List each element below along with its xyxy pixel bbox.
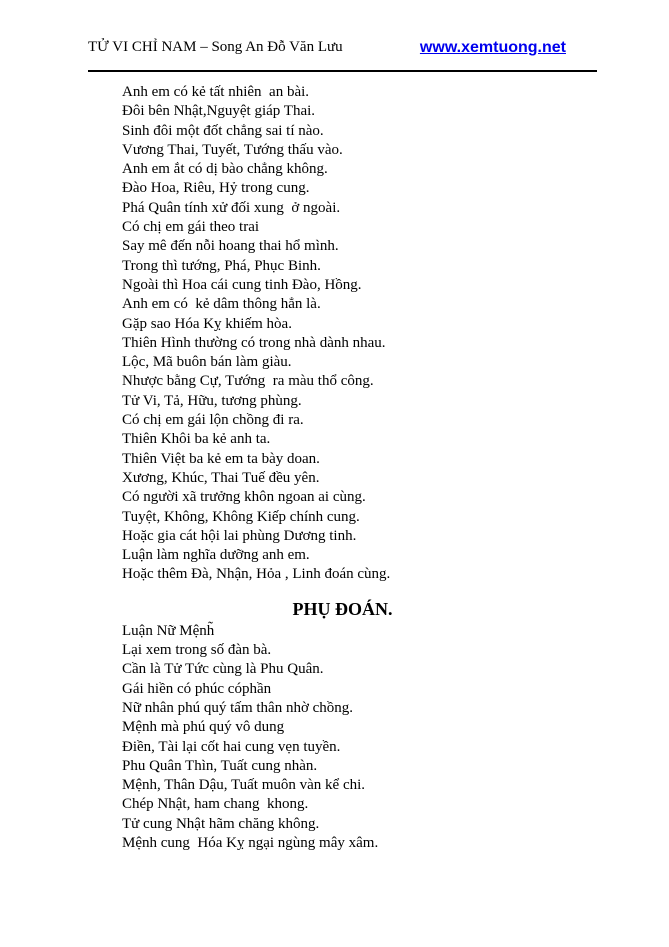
poem-line: Có chị em gái lộn chồng đi ra. — [122, 412, 304, 429]
header-link[interactable]: www.xemtuong.net — [419, 39, 566, 56]
poem-line: Thiên Việt ba kẻ em ta bày doan. — [122, 450, 320, 467]
header-divider — [88, 70, 597, 72]
poem-line: Luận làm nghĩa dưỡng anh em. — [122, 547, 310, 564]
poem-line: Đào Hoa, Riêu, Hỷ trong cung. — [122, 180, 310, 197]
poem-line: Hoặc thêm Đà, Nhận, Hỏa , Linh đoán cùng. — [122, 566, 391, 583]
poem-line: Lại xem trong số đàn bà. — [122, 642, 272, 659]
poem-line: Phu Quân Thìn, Tuất cung nhàn. — [122, 757, 318, 774]
poem-line: Mệnh mà phú quý vô dung — [122, 719, 285, 736]
poem-line: Hoặc gia cát hội lai phùng Dương tinh. — [122, 527, 357, 544]
header-title: TỬ VI CHỈ NAM – Song An Đỗ Văn Lưu — [88, 39, 343, 55]
poem-line: Nhược bằng Cự, Tướng ra màu thổ công. — [122, 373, 374, 390]
poem-line: Điền, Tài lại cốt hai cung vẹn tuyền. — [122, 738, 341, 755]
poem-line: Sinh đôi một đốt chẳng sai tí nào. — [122, 122, 324, 139]
poem-line: Tuyệt, Không, Không Kiếp chính cung. — [122, 508, 360, 525]
poem-line: Vương Thai, Tuyết, Tướng thấu vào. — [122, 141, 343, 158]
poem-line: Có người xã trưởng khôn ngoan ai cùng. — [122, 489, 366, 506]
poem-line: Anh em ắt có dị bào chẳng không. — [122, 161, 328, 178]
poem-line: Tử Vi, Tả, Hữu, tương phùng. — [122, 392, 302, 409]
poem-line: Nữ nhân phú quý tấm thân nhờ chồng. — [122, 699, 354, 716]
poem-line: Xương, Khúc, Thai Tuế đều yên. — [122, 469, 320, 486]
poem-line: Mệnh, Thân Dậu, Tuất muôn vàn kể chi. — [122, 777, 366, 794]
poem-section-anh-em — [122, 83, 669, 585]
poem-line: Lộc, Mã buôn bán làm giàu. — [122, 354, 292, 371]
poem-line: Gái hiền có phúc cóphần — [122, 680, 272, 697]
poem-line: Gặp sao Hóa Kỵ khiếm hòa. — [122, 315, 292, 332]
section-heading-phu-doan: PHỤ ĐOÁN. — [292, 598, 393, 619]
poem-section-phu-doan — [122, 622, 669, 854]
poem-line: Thiên Khôi ba kẻ anh ta. — [122, 431, 271, 448]
poem-line: Anh em có kẻ dâm thông hẳn là. — [122, 296, 321, 313]
poem-line: Anh em có kẻ tất nhiên an bài. — [122, 84, 310, 100]
poem-line: Đôi bên Nhật,Nguyệt giáp Thai. — [122, 103, 316, 120]
poem-line: Trong thì tướng, Phá, Phục Binh. — [122, 257, 321, 274]
poem-line: Thiên Hình thường có trong nhà dành nhau. — [122, 334, 386, 351]
poem-line: Say mê đến nỗi hoang thai hổ mình. — [122, 238, 339, 255]
poem-line: Luận Nữ Mệnh̃ — [122, 622, 215, 639]
poem-line: Ngoài thì Hoa cái cung tinh Đào, Hồng. — [122, 276, 362, 293]
poem-line: Chép Nhật, ham chang khong. — [122, 796, 309, 813]
page-header — [88, 39, 597, 56]
poem-line: Cần là Tử Tức cùng là Phu Quân. — [122, 661, 324, 678]
poem-line: Phá Quân tính xử đối xung ở ngoài. — [122, 199, 341, 216]
poem-line: Có chị em gái theo trai — [122, 219, 260, 236]
poem-line: Tử cung Nhật hãm chăng không. — [122, 815, 320, 832]
poem-line: Mệnh cung Hóa Kỵ ngại ngùng mây xâm. — [122, 834, 379, 851]
